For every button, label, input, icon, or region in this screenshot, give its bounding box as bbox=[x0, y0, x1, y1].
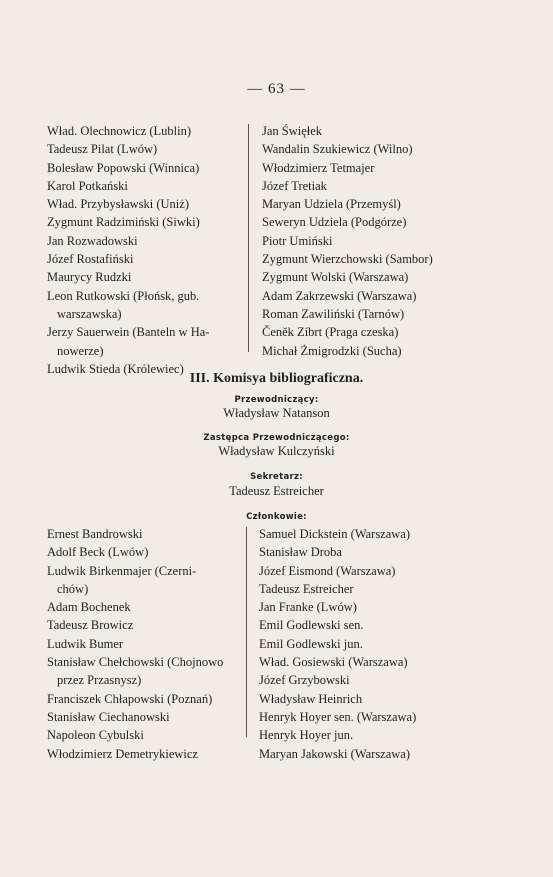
list-item: Ludwik Bumer bbox=[47, 636, 124, 651]
list-item: Ludwik Birkenmajer (Czerni- bbox=[47, 563, 197, 578]
list-item: Franciszek Chłapowski (Poznań) bbox=[47, 691, 213, 706]
chair-label: Przewodniczący: bbox=[234, 395, 319, 405]
column-divider bbox=[246, 527, 247, 737]
chair-name: Władysław Natanson bbox=[223, 406, 330, 420]
list-item-continuation: przez Przasnysz) bbox=[57, 673, 142, 688]
column-divider bbox=[248, 124, 249, 352]
list-item: Stanisław Chełchowski (Chojnowo bbox=[47, 655, 224, 670]
upper-left-column bbox=[47, 122, 209, 378]
members-label: Członkowie: bbox=[246, 512, 307, 522]
list-item: Wład. Olechnowicz (Lublin) bbox=[47, 124, 192, 138]
list-item-continuation: warszawska) bbox=[57, 306, 122, 321]
list-item: Leon Rutkowski (Płońsk, gub. bbox=[47, 288, 200, 303]
list-item: Seweryn Udziela (Podgórze) bbox=[262, 215, 407, 230]
list-item: Maryan Jakowski (Warszawa) bbox=[259, 746, 411, 761]
list-item: Jerzy Sauerwein (Banteln w Ha- bbox=[47, 325, 210, 340]
list-item: Adam Bochenek bbox=[47, 600, 131, 615]
upper-right-column bbox=[262, 122, 433, 360]
section-title: III. Komisya bibliograficzna. bbox=[189, 371, 364, 386]
list-item: Ludwik Stieda (Królewiec) bbox=[47, 361, 184, 376]
list-item: Zygmunt Wierzchowski (Sambor) bbox=[262, 252, 433, 267]
list-item: Jan Święłek bbox=[262, 124, 323, 138]
list-item-continuation: chów) bbox=[57, 581, 89, 596]
secretary-label: Sekretarz: bbox=[250, 472, 303, 482]
list-item: Włodzimierz Tetmajer bbox=[262, 160, 375, 175]
list-item: Henryk Hoyer jun. bbox=[259, 728, 354, 743]
list-item: Maurycy Rudzki bbox=[47, 270, 132, 285]
lower-left-column bbox=[47, 525, 223, 763]
lower-right-column bbox=[259, 525, 416, 763]
list-item: Adolf Beck (Lwów) bbox=[47, 545, 149, 560]
list-item: Roman Zawiliński (Tarnów) bbox=[262, 306, 405, 321]
list-item: Karol Potkański bbox=[47, 178, 128, 193]
list-item: Józef Rostafiński bbox=[47, 252, 134, 267]
list-item: Wandalin Szukiewicz (Wilno) bbox=[262, 142, 413, 157]
secretary-name: Tadeusz Estreicher bbox=[229, 484, 324, 498]
deputy-name: Władysław Kulczyński bbox=[218, 444, 335, 458]
list-item: Bolesław Popowski (Winnica) bbox=[47, 160, 200, 175]
list-item: Zygmunt Wolski (Warszawa) bbox=[262, 270, 409, 285]
list-item: Zygmunt Radzimiński (Siwki) bbox=[47, 215, 200, 230]
list-item: Samuel Dickstein (Warszawa) bbox=[259, 527, 411, 541]
deputy-label: Zastępca Przewodniczącego: bbox=[203, 433, 350, 443]
list-item: Józef Eismond (Warszawa) bbox=[259, 563, 396, 578]
list-item: Emil Godlewski jun. bbox=[259, 636, 363, 651]
list-item: Tadeusz Pilat (Lwów) bbox=[47, 142, 158, 157]
list-item: Piotr Umiński bbox=[262, 233, 333, 248]
list-item: Maryan Udziela (Przemyśl) bbox=[262, 197, 401, 212]
list-item: Henryk Hoyer sen. (Warszawa) bbox=[259, 709, 417, 724]
list-item: Tadeusz Browicz bbox=[47, 618, 134, 633]
list-item: Čeněk Zíbrt (Praga czeska) bbox=[262, 325, 399, 340]
list-item: Władysław Heinrich bbox=[259, 691, 363, 706]
list-item: Emil Godlewski sen. bbox=[259, 618, 364, 633]
list-item: Ernest Bandrowski bbox=[47, 527, 143, 541]
page-number: — 63 — bbox=[247, 81, 306, 97]
list-item: Tadeusz Estreicher bbox=[259, 581, 354, 596]
list-item: Włodzimierz Demetrykiewicz bbox=[47, 746, 198, 761]
list-item: Wład. Gosiewski (Warszawa) bbox=[259, 655, 408, 670]
list-item-continuation: nowerze) bbox=[57, 343, 104, 358]
list-item: Adam Zakrzewski (Warszawa) bbox=[262, 288, 417, 303]
list-item: Jan Franke (Lwów) bbox=[259, 600, 357, 615]
list-item: Józef Tretiak bbox=[262, 178, 327, 193]
list-item: Napoleon Cybulski bbox=[47, 728, 144, 743]
list-item: Wład. Przybysławski (Uniż) bbox=[47, 197, 189, 212]
list-item: Jan Rozwadowski bbox=[47, 233, 138, 248]
list-item: Stanisław Ciechanowski bbox=[47, 709, 170, 724]
list-item: Józef Grzybowski bbox=[259, 673, 350, 688]
list-item: Stanisław Droba bbox=[259, 545, 342, 560]
list-item: Michał Żmigrodzki (Sucha) bbox=[262, 343, 402, 358]
